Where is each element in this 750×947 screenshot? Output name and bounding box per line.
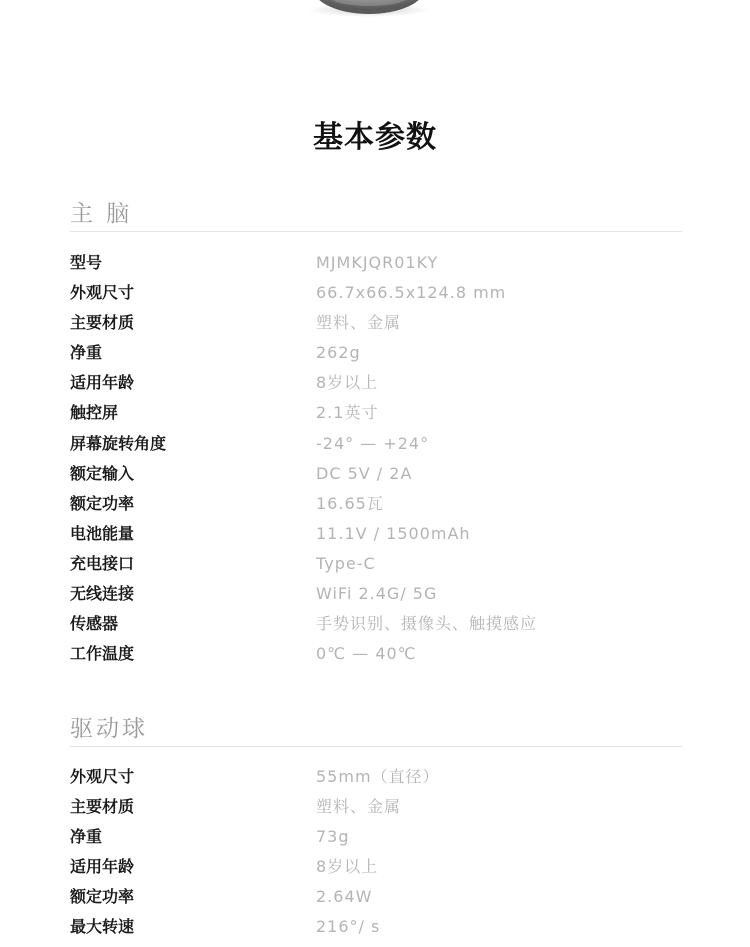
spec-label: 充电接口: [70, 553, 135, 573]
spec-label: 额定输入: [70, 463, 135, 483]
spec-label: 净重: [70, 827, 103, 847]
spec-label: 传感器: [70, 614, 119, 634]
spec-row: [70, 463, 690, 493]
spec-label: 额定功率: [70, 493, 135, 513]
spec-row: [70, 312, 690, 342]
spec-row: [70, 523, 690, 553]
section-heading-main-unit: 主 脑: [70, 201, 133, 227]
spec-row: [70, 766, 690, 796]
spec-value: 73g: [316, 827, 350, 847]
spec-label: 适用年龄: [70, 857, 135, 877]
section-divider: [70, 231, 682, 232]
spec-row: [70, 916, 690, 946]
spec-value: WiFi 2.4G/ 5G: [316, 584, 438, 604]
spec-value: 手势识别、摄像头、触摸感应: [316, 614, 538, 634]
spec-row: [70, 493, 690, 523]
spec-value: 16.65瓦: [316, 493, 384, 513]
spec-row: [70, 553, 690, 583]
spec-value: 66.7x66.5x124.8 mm: [316, 283, 507, 303]
spec-value: 2.1英寸: [316, 403, 379, 423]
spec-label: 屏幕旋转角度: [70, 433, 167, 453]
spec-row: [70, 402, 690, 432]
spec-value: 262g: [316, 343, 361, 363]
spec-label: 工作温度: [70, 644, 135, 664]
spec-label: 主要材质: [70, 797, 135, 817]
spec-row: [70, 282, 690, 312]
spec-value: 216°/ s: [316, 917, 381, 937]
spec-value: 2.64W: [316, 887, 373, 907]
spec-value: Type-C: [316, 553, 376, 573]
spec-row: [70, 856, 690, 886]
spec-row: [70, 252, 690, 282]
spec-label: 型号: [70, 253, 103, 272]
spec-row: [70, 796, 690, 826]
page-title: 基本参数: [313, 120, 437, 155]
spec-value: MJMKJQR01KY: [316, 253, 439, 272]
spec-label: 外观尺寸: [70, 283, 135, 303]
spec-row: [70, 643, 690, 673]
spec-row: [70, 433, 690, 463]
spec-row: [70, 826, 690, 856]
section-divider: [70, 746, 682, 747]
spec-value: 55mm（直径）: [316, 767, 440, 786]
spec-row: [70, 342, 690, 372]
spec-value: 0℃ — 40℃: [316, 644, 417, 664]
spec-label: 无线连接: [70, 584, 135, 604]
spec-value: DC 5V / 2A: [316, 463, 413, 483]
spec-label: 电池能量: [70, 523, 135, 543]
spec-row: [70, 583, 690, 613]
spec-row: [70, 613, 690, 643]
spec-label: 主要材质: [70, 313, 135, 333]
spec-value: 8岁以上: [316, 373, 379, 393]
spec-label: 额定功率: [70, 887, 135, 907]
spec-label: 外观尺寸: [70, 767, 135, 786]
spec-list-drive-ball: [70, 766, 690, 947]
spec-value: -24° — +24°: [316, 433, 430, 453]
spec-row: [70, 886, 690, 916]
spec-list-main-unit: [70, 252, 690, 673]
spec-label: 触控屏: [70, 403, 119, 423]
spec-value: 11.1V / 1500mAh: [316, 523, 471, 543]
product-photo: [300, 0, 438, 18]
spec-value: 塑料、金属: [316, 797, 402, 817]
spec-label: 适用年龄: [70, 373, 135, 393]
spec-row: [70, 372, 690, 402]
spec-label: 净重: [70, 343, 103, 363]
spec-value: 8岁以上: [316, 857, 379, 877]
section-heading-drive-ball: 驱动球: [70, 716, 148, 742]
spec-value: 塑料、金属: [316, 313, 402, 333]
spec-label: 最大转速: [70, 917, 135, 937]
